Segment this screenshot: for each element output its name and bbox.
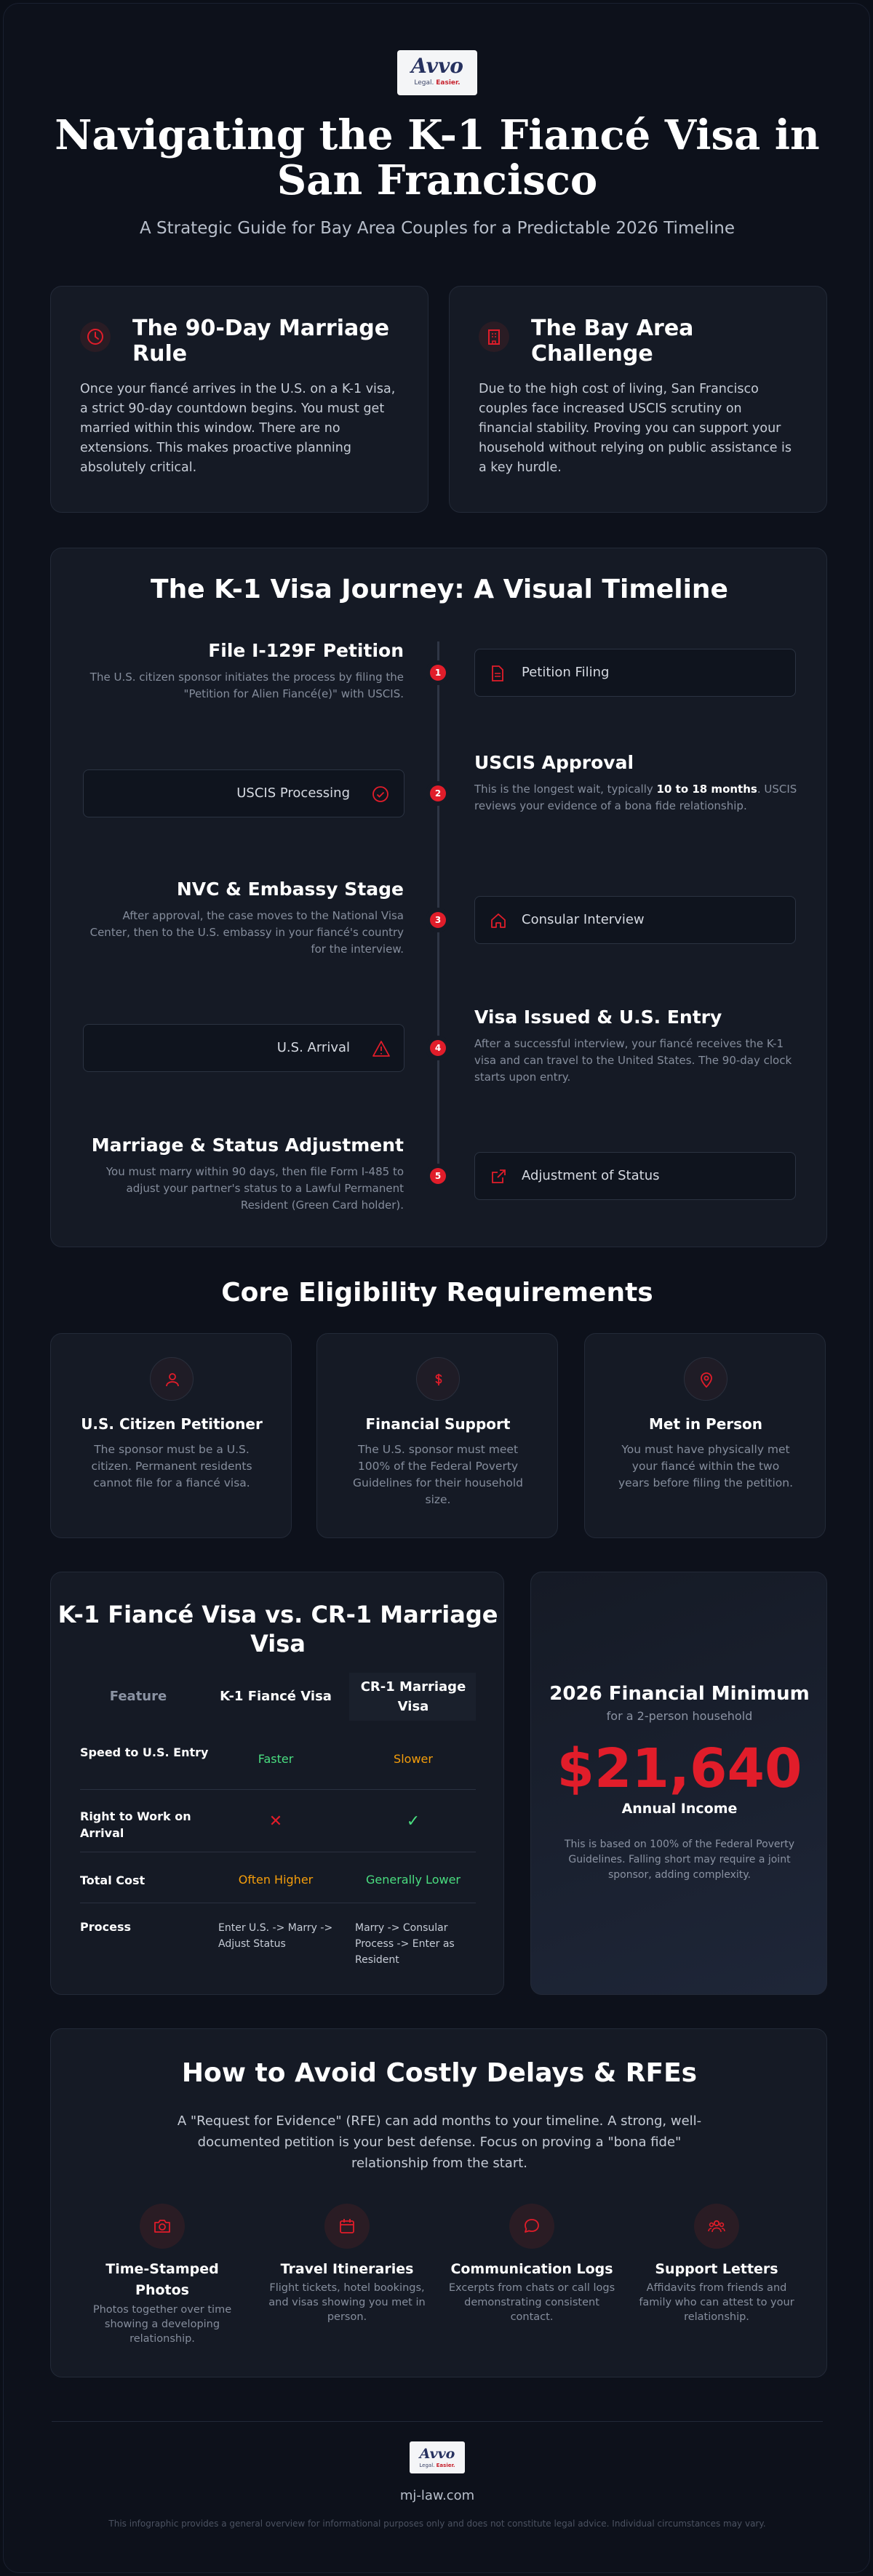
user-icon [150, 1357, 194, 1401]
footer-site-link[interactable]: mj-law.com [399, 2488, 475, 2503]
eligibility-item-title: U.S. Citizen Petitioner [81, 1415, 263, 1433]
timeline-step-title: Marriage & Status Adjustment [91, 1135, 404, 1156]
external-link-icon [490, 1168, 507, 1185]
footer-divider [52, 2421, 823, 2422]
rule-card-bay-area [449, 286, 827, 513]
timeline-step-number: 5 [430, 1168, 446, 1184]
timeline-step-number: 1 [430, 665, 446, 681]
timeline-step-desc: After approval, the case moves to the National Visa Center, then to the U.S. embassy in your fiancé's country for the interview. [89, 909, 404, 956]
page-title: Navigating the K-1 Fiancé Visa in San Francisco [55, 111, 820, 204]
timeline-step-title: Visa Issued & U.S. Entry [474, 1007, 722, 1028]
rule-card-90-day [50, 286, 428, 513]
footer-logo-wordmark: Avvo [419, 2446, 455, 2462]
infographic-page [3, 3, 870, 2573]
cr1-work-value: ✓ [406, 1812, 420, 1831]
eligibility-card [50, 1333, 292, 1538]
clock-icon [80, 321, 111, 352]
timeline-step-number: 2 [430, 785, 446, 801]
building-icon [479, 321, 509, 352]
comparison-row-label: Speed to U.S. Entry [80, 1745, 209, 1759]
tip-title: Support Letters [655, 2261, 778, 2277]
header-feature: Feature [109, 1689, 167, 1704]
eligibility-item-text: The sponsor must be a U.S. citizen. Permanent residents cannot file for a fiancé visa. [91, 1443, 252, 1489]
footer-disclaimer: This infographic provides a general overview for informational purposes only and does not constitute legal advice. Individual circumstances may vary. [108, 2519, 766, 2529]
timeline-step-box: Adjustment of Status [474, 1152, 796, 1200]
timeline-step-desc: After a successful interview, your fiancé receives the K-1 visa and can travel to the United States. The 90-day clock starts upon entry. [474, 1037, 792, 1084]
cr1-cost-value: Generally Lower [366, 1873, 461, 1887]
timeline-step-number: 4 [430, 1040, 446, 1056]
tip-text: Excerpts from chats or call logs demonstrating consistent contact. [448, 2282, 615, 2323]
timeline-step-box: Petition Filing [474, 649, 796, 697]
eligibility-title: Core Eligibility Requirements [221, 1278, 653, 1308]
financial-amount: $21,640 [557, 1737, 802, 1800]
cr1-process-value: Marry -> Consular Process -> Enter as Resident [355, 1922, 455, 1966]
comparison-card [50, 1572, 504, 1995]
row-divider [80, 1789, 476, 1790]
eligibility-item-text: You must have physically met your fiancé within the two years before filing the petition. [618, 1443, 794, 1489]
timeline-step-title: NVC & Embassy Stage [176, 879, 404, 900]
eligibility-card [316, 1333, 558, 1538]
timeline-step-desc: The U.S. citizen sponsor initiates the process by filing the "Petition for Alien Fiancé(e)" with USCIS. [89, 671, 404, 700]
financial-title: 2026 Financial Minimum [549, 1683, 810, 1705]
rule-text: Due to the high cost of living, San Francisco couples face increased USCIS scrutiny on financial stability. Proving you can support your household without relying on public assistance is a key hurdle. [479, 382, 792, 475]
timeline-title: The K-1 Visa Journey: A Visual Timeline [151, 575, 728, 604]
financial-label: Annual Income [621, 1801, 738, 1817]
rule-title: The Bay Area Challenge [531, 316, 694, 367]
check-circle-icon [372, 785, 389, 803]
tip-title: Travel Itineraries [280, 2261, 414, 2277]
logo-wordmark: Avvo [411, 54, 463, 78]
tip-title: Communication Logs [450, 2261, 613, 2277]
warning-icon [372, 1040, 391, 1057]
timeline-step-box: Consular Interview [474, 896, 796, 944]
home-icon [490, 912, 507, 929]
timeline-step-number: 3 [430, 912, 446, 928]
financial-subtitle: for a 2-person household [606, 1709, 753, 1723]
timeline-step-box: U.S. Arrival [83, 1024, 404, 1072]
comparison-row-label: Process [80, 1920, 131, 1934]
camera-icon [140, 2204, 185, 2249]
logo-tagline: Legal. Easier. [414, 79, 461, 87]
delays-card [50, 2028, 827, 2377]
timeline-step-title: File I-129F Petition [208, 640, 404, 661]
timeline-card [50, 548, 827, 1247]
dollar-icon [416, 1357, 460, 1401]
timeline-step-desc: This is the longest wait, typically 10 to 18 months. USCIS reviews your evidence of a bona fide relationship. [474, 783, 797, 812]
k1-work-value: ✕ [268, 1812, 283, 1831]
avvo-logo [397, 50, 477, 95]
cr1-speed-value: Slower [394, 1752, 433, 1766]
financial-minimum-card [530, 1572, 827, 1995]
rule-title: The 90-Day Marriage Rule [132, 316, 390, 367]
document-icon [490, 665, 506, 682]
eligibility-item-title: Met in Person [648, 1415, 762, 1433]
footer-logo-tagline: Legal. Easier. [419, 2463, 455, 2468]
eligibility-item-title: Financial Support [365, 1415, 511, 1433]
delays-title: How to Avoid Costly Delays & RFEs [181, 2058, 698, 2088]
rule-text: Once your fiancé arrives in the U.S. on a K-1 visa, a strict 90-day countdown begins. You must get married within this window. There are no extensions. This makes proactive planning absolutely critical. [80, 382, 396, 475]
map-pin-icon [684, 1357, 728, 1401]
timeline-step-title: USCIS Approval [474, 752, 634, 773]
delays-intro: A "Request for Evidence" (RFE) can add months to your timeline. A strong, well-documented petition is your best defense. Focus on proving a "bona fide" relationship from the start. [177, 2113, 702, 2171]
tip-title: Time-Stamped Photos [105, 2261, 219, 2298]
k1-speed-value: Faster [258, 1752, 294, 1766]
chat-icon [509, 2204, 554, 2249]
k1-process-value: Enter U.S. -> Marry -> Adjust Status [218, 1922, 333, 1950]
header-k1: K-1 Fiancé Visa [220, 1689, 332, 1704]
timeline-step-desc: You must marry within 90 days, then file Form I-485 to adjust your partner's status to a Lawful Permanent Resident (Green Card holder). [105, 1165, 404, 1212]
tip-text: Flight tickets, hotel bookings, and visas showing you met in person. [268, 2282, 426, 2323]
comparison-row-label: Right to Work on Arrival [80, 1809, 191, 1840]
k1-cost-value: Often Higher [238, 1873, 314, 1887]
timeline-step-box: USCIS Processing [83, 769, 404, 817]
footer-avvo-logo [410, 2441, 465, 2473]
tip-text: Photos together over time showing a developing relationship. [92, 2304, 232, 2345]
eligibility-card [584, 1333, 826, 1538]
calendar-icon [324, 2204, 370, 2249]
page-subtitle: A Strategic Guide for Bay Area Couples for a Predictable 2026 Timeline [139, 219, 736, 238]
header-cr1: CR-1 Marriage Visa [360, 1679, 466, 1714]
comparison-title: K-1 Fiancé Visa vs. CR-1 Marriage Visa [57, 1601, 498, 1657]
users-icon [694, 2204, 739, 2249]
comparison-row-label: Total Cost [80, 1873, 146, 1887]
tip-text: Affidavits from friends and family who can attest to your relationship. [639, 2282, 794, 2323]
eligibility-item-text: The U.S. sponsor must meet 100% of the Federal Poverty Guidelines for their household size. [353, 1443, 523, 1506]
financial-note: This is based on 100% of the Federal Poverty Guidelines. Falling short may require a joint sponsor, adding complexity. [564, 1839, 795, 1881]
